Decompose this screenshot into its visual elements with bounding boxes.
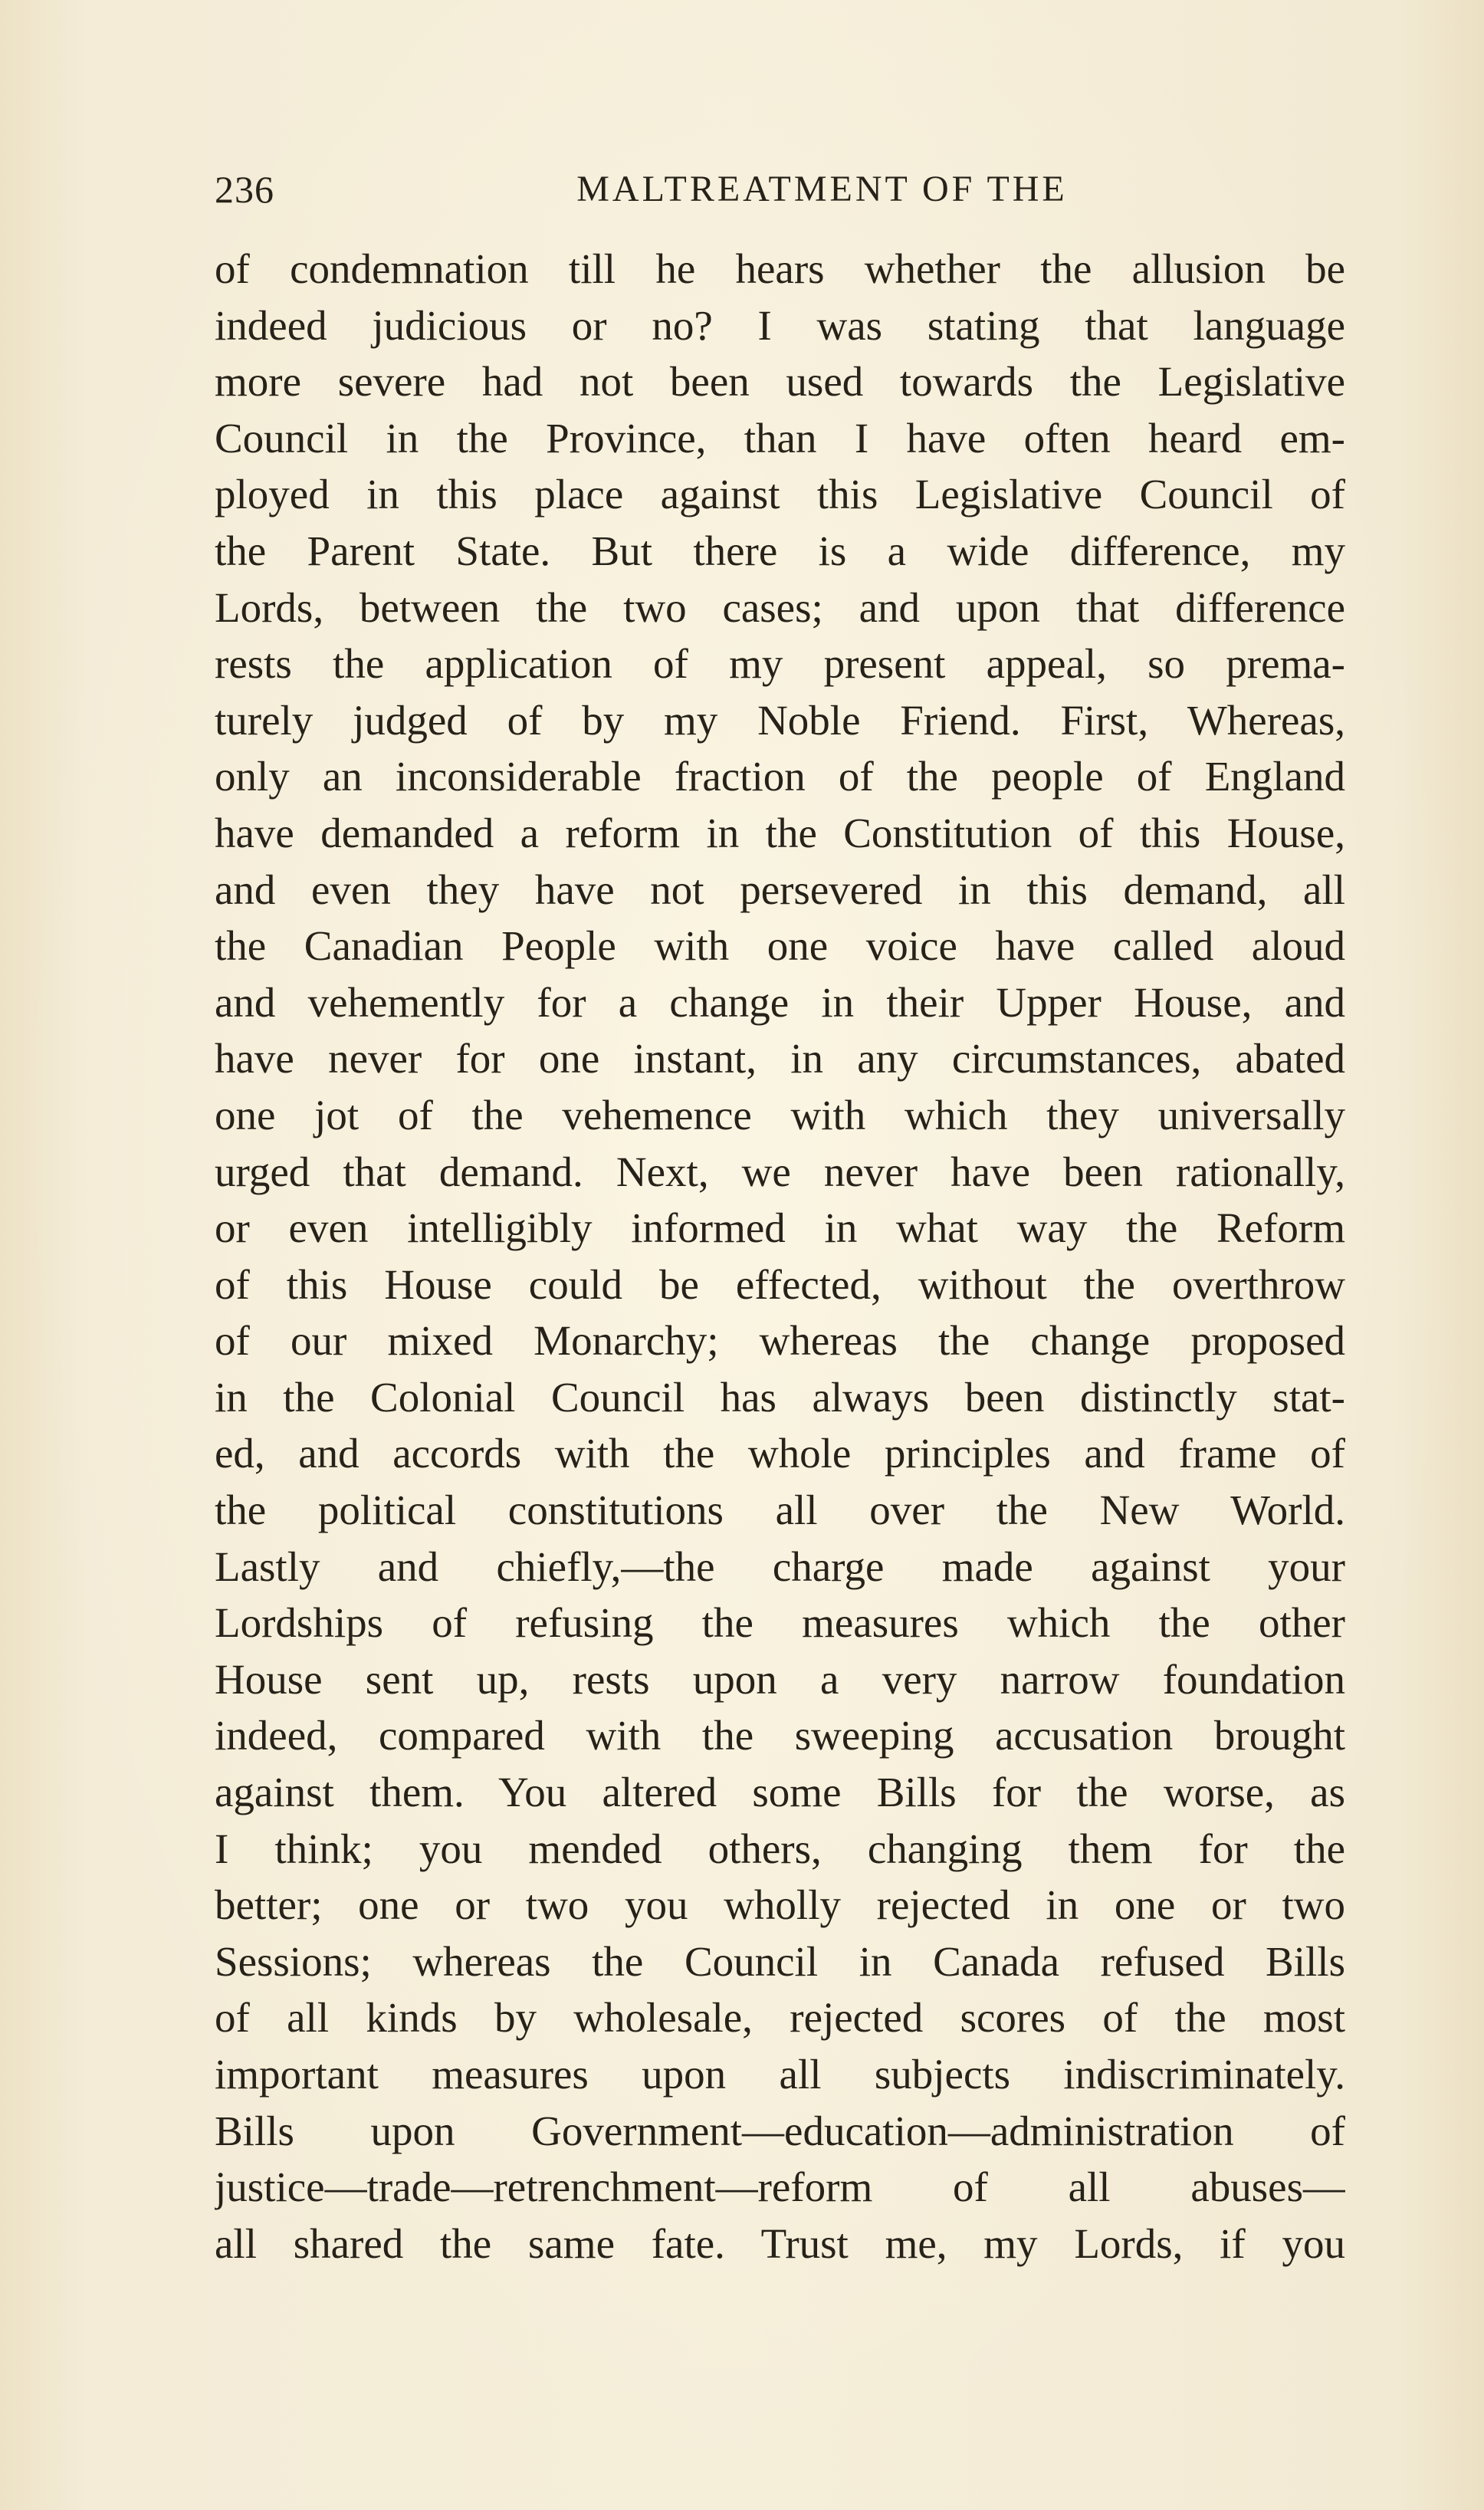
- text-line: more severe had not been used towards the Legislative: [215, 358, 1345, 406]
- text-line: indeed judicious or no? I was stating that language: [215, 301, 1345, 349]
- text-line: ployed in this place against this Legislative Council of: [215, 471, 1345, 518]
- body-text: [215, 241, 1345, 2272]
- text-line: Lastly and chiefly,—the charge made against your: [215, 1542, 1345, 1590]
- text-line: turely judged of by my Noble Friend. First, Whereas,: [215, 696, 1345, 744]
- text-line: of this House could be effected, without the overthrow: [215, 1260, 1345, 1308]
- text-line: urged that demand. Next, we never have been rationally,: [215, 1148, 1345, 1195]
- text-line: House sent up, rests upon a very narrow foundation: [215, 1655, 1345, 1703]
- text-line: indeed, compared with the sweeping accusation brought: [215, 1712, 1345, 1759]
- text-line: important measures upon all subjects indiscriminately.: [215, 2051, 1345, 2098]
- text-line: Lords, between the two cases; and upon that difference: [215, 583, 1345, 631]
- text-line: justice—trade—retrenchment—reform of all abuses—: [215, 2163, 1345, 2211]
- running-head: [215, 163, 1345, 216]
- text-line: the Parent State. But there is a wide difference, my: [215, 527, 1345, 574]
- text-line: one jot of the vehemence with which they universally: [215, 1091, 1345, 1138]
- text-line: rests the application of my present appeal, so prema-: [215, 640, 1345, 688]
- text-line: of our mixed Monarchy; whereas the change proposed: [215, 1317, 1345, 1365]
- text-line: in the Colonial Council has always been distinctly stat-: [215, 1373, 1345, 1421]
- text-line: Sessions; whereas the Council in Canada refused Bills: [215, 1937, 1345, 1985]
- text-line: better; one or two you wholly rejected in one or two: [215, 1881, 1345, 1929]
- text-line: Council in the Province, than I have often heard em-: [215, 414, 1345, 462]
- text-line: only an inconsiderable fraction of the people of England: [215, 753, 1345, 800]
- text-line: all shared the same fate. Trust me, my Lords, if you: [215, 2219, 1345, 2267]
- text-line: Lordships of refusing the measures which the other: [215, 1599, 1345, 1647]
- text-line: the Canadian People with one voice have called aloud: [215, 922, 1345, 970]
- running-title: MALTREATMENT OF THE: [576, 169, 1068, 209]
- text-line: or even intelligibly informed in what way the Reform: [215, 1204, 1345, 1252]
- text-line: and vehemently for a change in their Upper House, and: [215, 978, 1345, 1026]
- text-line: of all kinds by wholesale, rejected scores of the most: [215, 1994, 1345, 2042]
- page-number: 236: [215, 168, 274, 211]
- text-line: ed, and accords with the whole principles and frame of: [215, 1430, 1345, 1477]
- text-line: have demanded a reform in the Constitution of this House,: [215, 809, 1345, 856]
- text-line: of condemnation till he hears whether the allusion be: [215, 245, 1345, 292]
- text-line: have never for one instant, in any circumstances, abated: [215, 1035, 1345, 1083]
- text-line: I think; you mended others, changing them for the: [215, 1825, 1345, 1872]
- text-line: and even they have not persevered in this demand, all: [215, 866, 1345, 913]
- text-line: against them. You altered some Bills for the worse, as: [215, 1769, 1345, 1816]
- text-line: Bills upon Government—education—administration of: [215, 2107, 1345, 2154]
- text-line: the political constitutions all over the New World.: [215, 1487, 1345, 1534]
